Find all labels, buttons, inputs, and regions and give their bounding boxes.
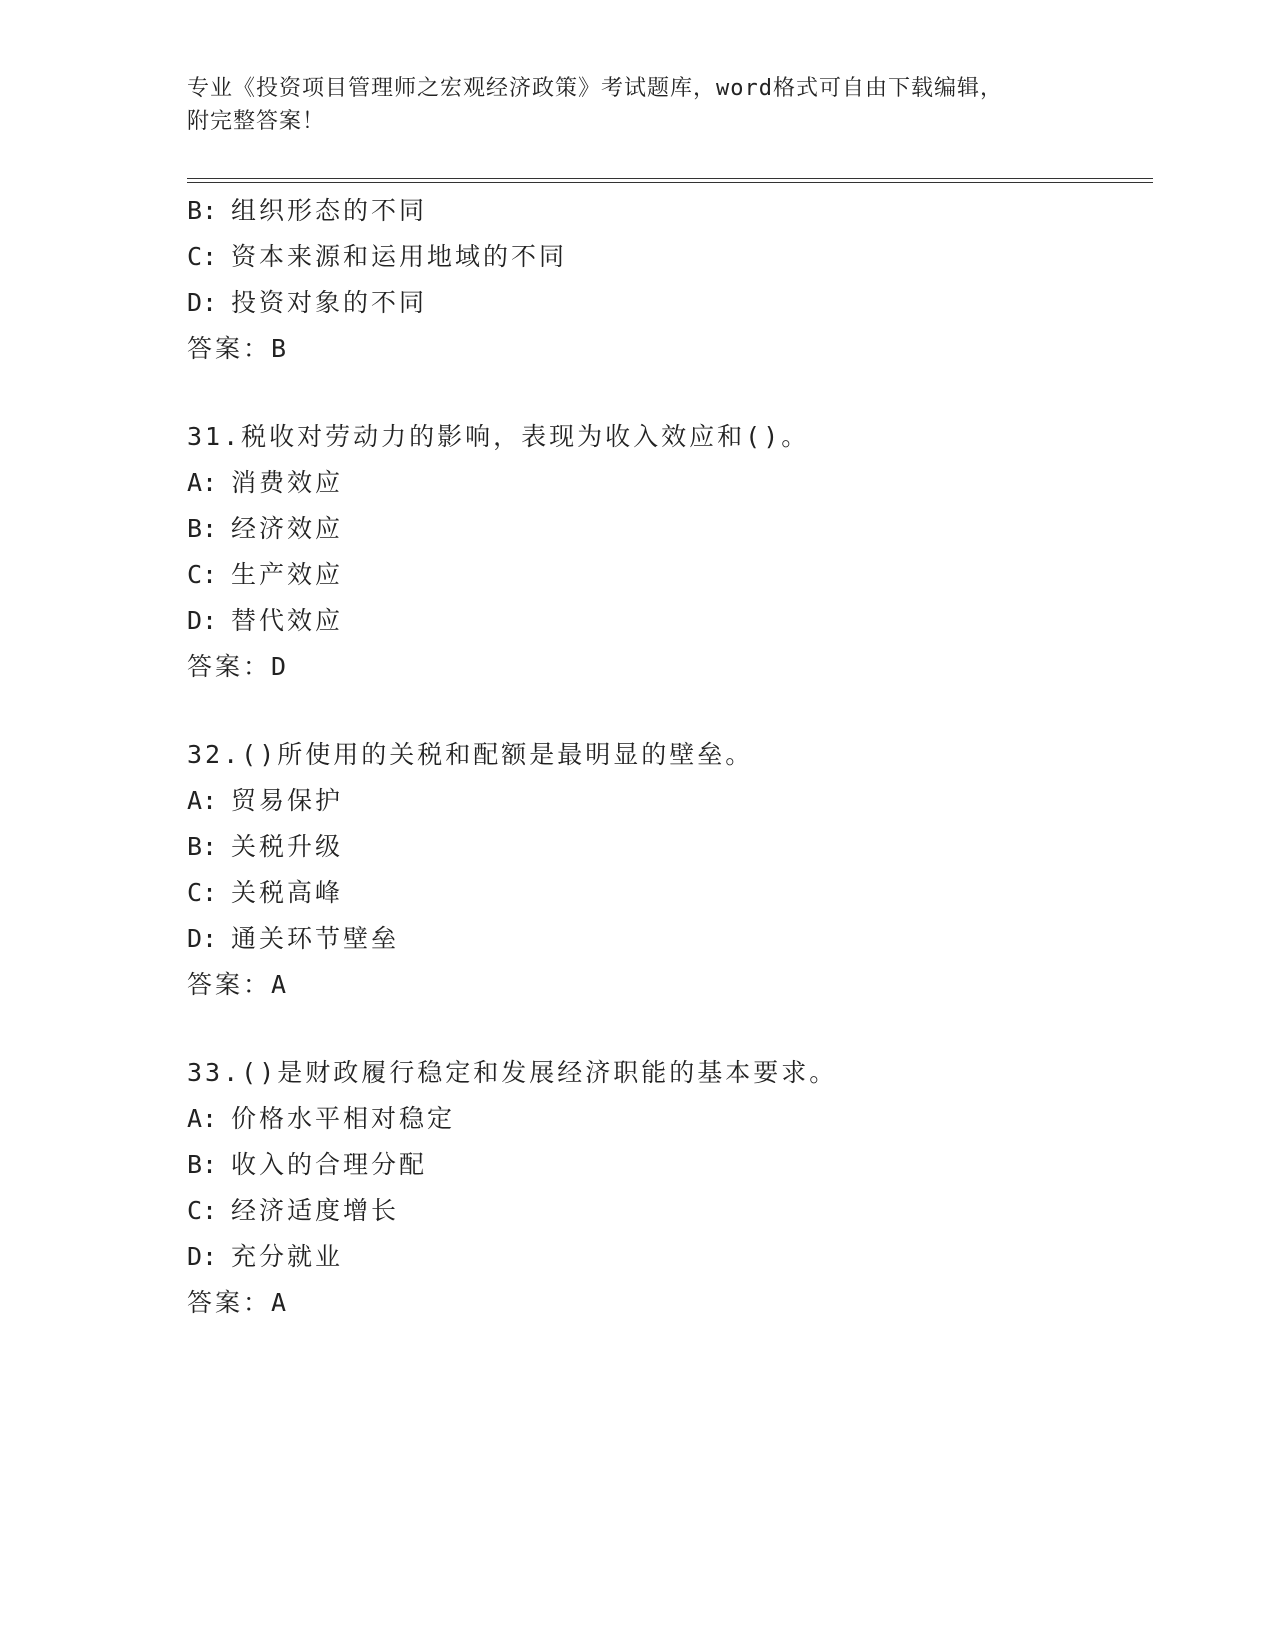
option-text: 充分就业 (231, 1242, 344, 1271)
document-header (187, 72, 1087, 138)
question-block-32 (187, 732, 1147, 1008)
option-letter: B: (187, 832, 218, 861)
option-c (187, 234, 1147, 280)
answer: 答案：B (187, 334, 290, 363)
option-text: 组织形态的不同 (231, 196, 428, 225)
option-d (187, 916, 1147, 962)
option-letter: C: (187, 878, 218, 907)
block-spacer (187, 1008, 1147, 1050)
option-text: 消费效应 (231, 468, 344, 497)
header-line-1: 专业《投资项目管理师之宏观经济政策》考试题库，word格式可自由下载编辑， (187, 76, 1003, 101)
option-letter: A: (187, 1104, 218, 1133)
option-c (187, 1188, 1147, 1234)
question-text: 32.()所使用的关税和配额是最明显的壁垒。 (187, 740, 754, 769)
option-d (187, 280, 1147, 326)
option-letter: D: (187, 1242, 218, 1271)
question-list (187, 188, 1147, 1326)
option-letter: C: (187, 1196, 218, 1225)
option-text: 价格水平相对稳定 (231, 1104, 456, 1133)
option-text: 投资对象的不同 (231, 288, 428, 317)
option-text: 生产效应 (231, 560, 344, 589)
option-letter: C: (187, 560, 218, 589)
option-letter: D: (187, 606, 218, 635)
header-divider-top (187, 178, 1153, 179)
option-letter: D: (187, 924, 218, 953)
question-block-31 (187, 414, 1147, 690)
answer: 答案：D (187, 652, 290, 681)
question-text: 33.()是财政履行稳定和发展经济职能的基本要求。 (187, 1058, 838, 1087)
option-a (187, 1096, 1147, 1142)
option-c (187, 870, 1147, 916)
answer: 答案：A (187, 970, 290, 999)
option-letter: A: (187, 468, 218, 497)
option-d (187, 1234, 1147, 1280)
option-text: 关税升级 (231, 832, 344, 861)
option-text: 关税高峰 (231, 878, 344, 907)
option-letter: C: (187, 242, 218, 271)
question-block-33 (187, 1050, 1147, 1326)
block-spacer (187, 372, 1147, 414)
option-letter: A: (187, 786, 218, 815)
question-text: 31.税收对劳动力的影响，表现为收入效应和()。 (187, 422, 810, 451)
option-letter: B: (187, 514, 218, 543)
option-text: 贸易保护 (231, 786, 344, 815)
option-text: 通关环节壁垒 (231, 924, 400, 953)
option-a (187, 778, 1147, 824)
header-divider-bottom (187, 182, 1153, 183)
header-line-2: 附完整答案！ (187, 109, 326, 134)
option-letter: B: (187, 196, 218, 225)
option-letter: D: (187, 288, 218, 317)
question-block-30 (187, 188, 1147, 372)
option-b (187, 1142, 1147, 1188)
answer: 答案：A (187, 1288, 290, 1317)
option-text: 经济效应 (231, 514, 344, 543)
option-text: 替代效应 (231, 606, 344, 635)
option-text: 经济适度增长 (231, 1196, 400, 1225)
option-b (187, 824, 1147, 870)
option-text: 收入的合理分配 (231, 1150, 428, 1179)
option-c (187, 552, 1147, 598)
block-spacer (187, 690, 1147, 732)
option-text: 资本来源和运用地域的不同 (231, 242, 568, 271)
option-d (187, 598, 1147, 644)
option-letter: B: (187, 1150, 218, 1179)
option-b (187, 506, 1147, 552)
option-a (187, 460, 1147, 506)
option-b (187, 188, 1147, 234)
